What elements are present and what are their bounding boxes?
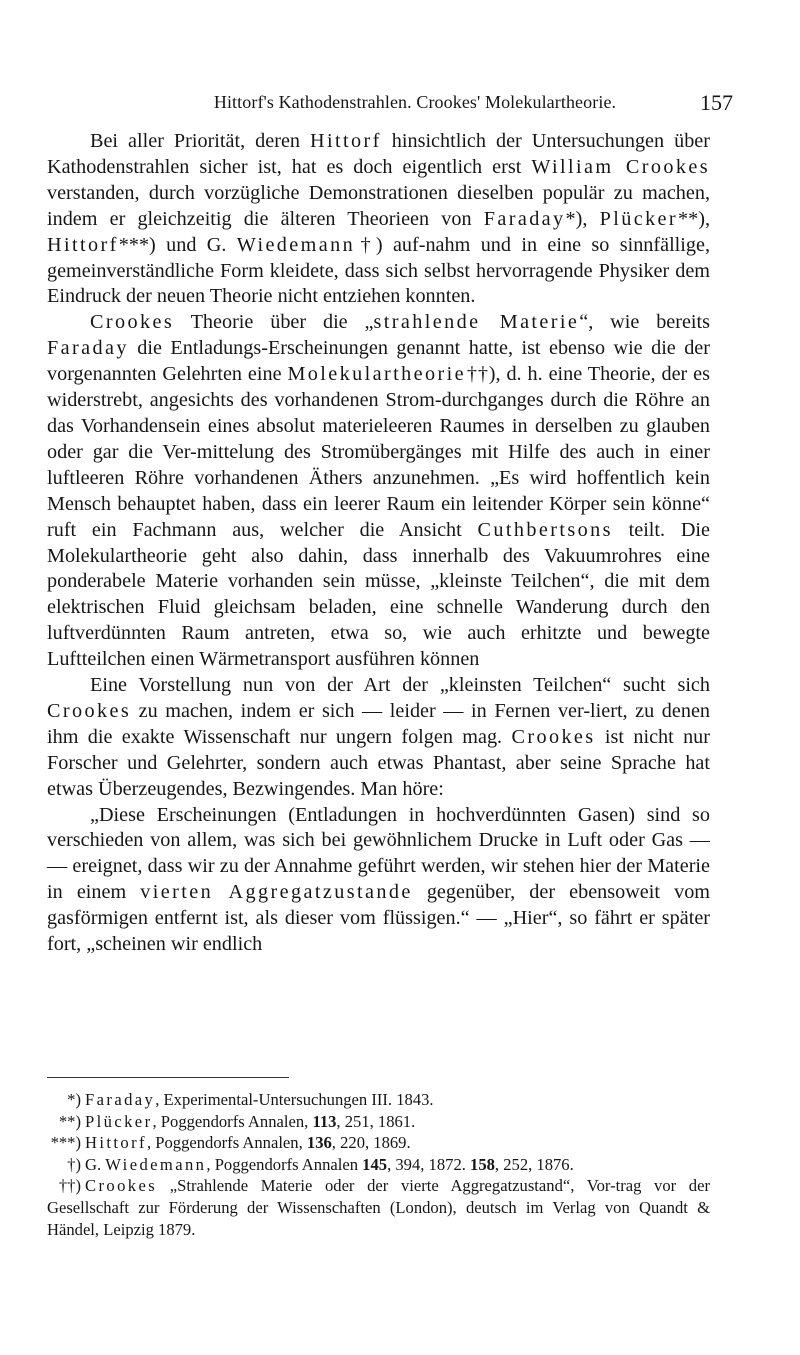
footnote-ref: **),: [678, 207, 711, 230]
footnote-mark: **): [58, 1111, 81, 1131]
footnote-ref: ***) und G.: [118, 233, 237, 256]
footnote-author: Hittorf: [85, 1133, 147, 1153]
text-run: teilt. Die Molekulartheorie geht also dahin, dass innerhalb des Vakuumrohres eine ponderabele Materie vorhanden sein müsse, „kleinste Teilchen“, die mit dem elektrischen Fluid gleichsam beladen, eine schnelle Wanderung durch den luftverdünnten Raum antreten, etwa so, wie auch erhitzte und bewegte Luftteilchen einen Wärmetransport ausführen können: [47, 518, 710, 671]
main-text: [47, 129, 710, 958]
footnote-volume: 113: [312, 1111, 337, 1131]
text-run: gegenüber, der ebensoweit vom gasförmigen entfernt ist, als dieser vom flüssigen.“ — „Hier“, so fährt er später fort, „scheinen wir endlich: [47, 881, 711, 956]
paragraph-3: [47, 673, 710, 803]
footnote-author: Plücker: [85, 1111, 153, 1131]
footnotes: [47, 1089, 710, 1240]
footnote-1: [47, 1089, 710, 1111]
footnote-ref: *),: [565, 207, 600, 230]
text-run: ††), d. h. eine Theorie, der es widerstrebt, angesichts des vorhandenen Strom-durchganges durch die Röhre an das Vorhandensein eines absolut materieleeren Raumes in derselben zu glauben oder gar die Ver-mittelung des Stromübergänges mit Hilfe des auch in einer luftleeren Röhre vorhandenen Äthers anzunehmen. „Es wird hoffentlich kein Mensch behauptet haben, dass ein leerer Raum ein leitender Körper sein könne“ ruft ein Fachmann aus, welcher die Ansicht: [47, 363, 710, 541]
text-run: Eine Vorstellung nun von der Art der „kleinsten Teilchen“ sucht sich: [90, 674, 710, 697]
footnote-volume: 136: [306, 1133, 332, 1153]
footnote-author: Crookes: [85, 1176, 158, 1196]
name-faraday: Faraday: [47, 337, 129, 360]
name-pluecker: Plücker: [599, 207, 679, 230]
name-faraday: Faraday: [483, 207, 566, 230]
text-run: hinsichtlich der Untersuchungen über Kathodenstrahlen sicher ist, hat es doch eigentlich erst: [47, 130, 710, 178]
paragraph-2: [47, 310, 710, 673]
footnote-author: Faraday: [85, 1090, 156, 1109]
text-run: verstanden, durch vorzügliche Demonstrationen dieselben populär zu machen, indem er gleichzeitig die älteren Theorieen von: [47, 181, 710, 230]
footnote-author-prefix: G.: [85, 1154, 106, 1174]
term-strahlende-materie: strahlende Materie: [373, 311, 580, 334]
page-header: [0, 92, 800, 122]
footnote-text: , 220, 1869.: [331, 1133, 411, 1153]
footnote-4: [47, 1154, 710, 1176]
text-run: die Entladungs-Erscheinungen genannt hatte, ist ebenso wie die der vorgenannten Gelehrten eine: [47, 337, 710, 386]
name-hittorf: Hittorf: [310, 130, 382, 152]
footnote-volume: 145: [362, 1154, 388, 1174]
footnote-text: , Poggendorfs Annalen: [206, 1154, 363, 1174]
footnote-text: , 394, 1872.: [387, 1154, 471, 1174]
text-run: Theorie über die „: [174, 311, 374, 334]
footnote-author: Wiedemann: [105, 1154, 207, 1174]
footnote-3: [47, 1132, 710, 1154]
name-wiedemann: Wiedemann: [236, 233, 356, 256]
name-crookes: Crookes: [90, 311, 175, 334]
text-run: †) auf-nahm und in eine so sinnfällige, gemeinverständliche Form kleidete, dass sich selbst hervorragende Physiker dem Eindruck der neuen Theorie nicht entziehen konnten.: [47, 233, 711, 308]
footnote-mark: *): [67, 1090, 81, 1109]
text-run: “, wie bereits: [579, 311, 711, 334]
paragraph-4-quote: [47, 803, 710, 958]
footnote-text: , Experimental-Untersuchungen III. 1843.: [155, 1090, 434, 1109]
footnote-mark: †): [67, 1154, 81, 1174]
footnote-mark: ††): [58, 1176, 81, 1196]
footnote-volume: 158: [470, 1154, 495, 1174]
name-cuthbertson: Cuthbertsons: [477, 518, 613, 541]
running-title: Hittorf's Kathodenstrahlen. Crookes' Molekulartheorie.: [213, 92, 617, 112]
term-molekulartheorie: Molekulartheorie: [287, 363, 466, 386]
text-run: ist nicht nur Forscher und Gelehrter, sondern auch etwas Phantast, aber seine Sprache hat etwas Überzeugendes, Bezwingendes. Man höre:: [47, 725, 711, 800]
footnote-text: , Poggendorfs Annalen,: [146, 1133, 307, 1153]
footnote-text: , 252, 1876.: [494, 1154, 574, 1174]
footnote-divider: [47, 1077, 289, 1078]
footnote-5: [47, 1175, 710, 1240]
footnote-text: „Strahlende Materie oder der vierte Aggregatzustand“, Vor-trag vor der Gesellschaft zur Förderung der Wissenschaften (London), deutsch im Verlag von Quandt & Händel, Leipzig 1879.: [47, 1176, 710, 1239]
text-run: „Diese Erscheinungen (Entladungen in hochverdünnten Gasen) sind so verschieden von allem, was sich bei gewöhnlichem Drucke in Luft oder Gas — — ereignet, dass wir zu der Annahme geführt werden, wir stehen hier der Materie in einem: [47, 803, 710, 904]
text-run: Bei aller Priorität, deren: [90, 130, 311, 152]
footnote-2: [47, 1111, 710, 1133]
name-crookes: Crookes: [47, 699, 132, 722]
text-run: zu machen, indem er sich — leider — in Fernen ver-liert, zu denen ihm die exakte Wissenschaft nur ungern folgen mag.: [47, 699, 710, 748]
name-crookes: Crookes: [511, 725, 596, 748]
footnote-mark: ***): [50, 1133, 81, 1153]
footnote-text: , 251, 1861.: [336, 1111, 416, 1131]
term-vierter-aggregatzustand: vierten Aggregatzustande: [140, 881, 413, 904]
footnote-text: , Poggendorfs Annalen,: [152, 1111, 313, 1131]
name-hittorf: Hittorf: [47, 233, 119, 256]
paragraph-1: [47, 129, 710, 310]
page-number: 157: [700, 90, 733, 115]
name-william-crookes: William Crookes: [531, 155, 710, 178]
